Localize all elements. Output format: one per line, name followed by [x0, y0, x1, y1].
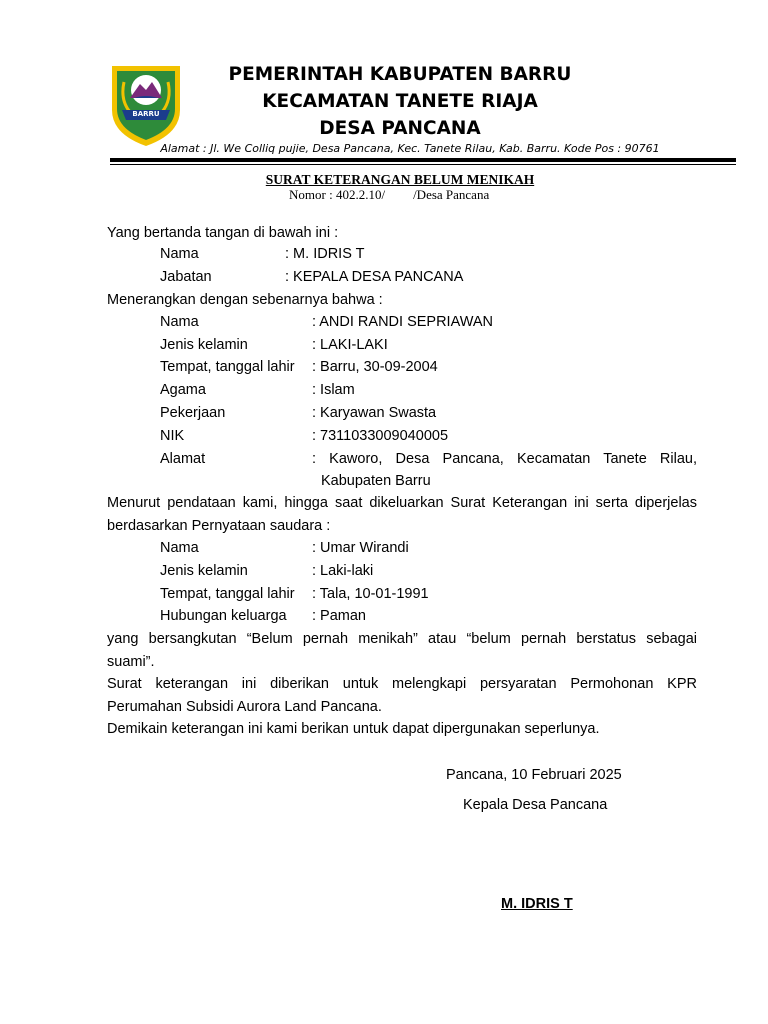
logo-text: BARRU — [132, 110, 160, 118]
intro-text: Yang bertanda tangan di bawah ini : — [107, 225, 339, 241]
subject-religion-value: : Islam — [312, 382, 355, 398]
subject-name-label: Nama — [160, 314, 199, 330]
paragraph-3-line-2: Perumahan Subsidi Aurora Land Pancana. — [107, 699, 382, 715]
signatory-position-label: Jabatan — [160, 269, 212, 285]
signatory-position-value: : KEPALA DESA PANCANA — [285, 269, 464, 285]
subject-gender-label: Jenis kelamin — [160, 337, 248, 353]
subject-gender-value: : LAKI-LAKI — [312, 337, 388, 353]
subject-address-value-cont: Kabupaten Barru — [321, 473, 431, 489]
subject-nik-label: NIK — [160, 428, 185, 444]
header-address: Alamat : Jl. We Colliq pujie, Desa Pancana, Kec. Tanete Rilau, Kab. Barru. Kode Pos : 90761 — [160, 142, 660, 155]
subject-occupation-value: : Karyawan Swasta — [312, 405, 437, 421]
header-village: DESA PANCANA — [319, 118, 481, 139]
header-rule-thick — [110, 158, 736, 162]
witness-gender-value: : Laki-laki — [312, 563, 374, 579]
signature-place-date: Pancana, 10 Februari 2025 — [446, 767, 622, 783]
header-government: PEMERINTAH KABUPATEN BARRU — [228, 64, 572, 85]
letter-title: SURAT KETERANGAN BELUM MENIKAH — [265, 172, 535, 187]
paragraph-1-line-2: berdasarkan Pernyataan saudara : — [107, 518, 331, 534]
subject-birth-value: : Barru, 30-09-2004 — [312, 359, 438, 375]
paragraph-1-line-1: Menurut pendataan kami, hingga saat dikeluarkan Surat Keterangan ini serta diperjelas — [107, 495, 697, 511]
signatory-name-label: Nama — [160, 246, 199, 262]
subject-nik-value: : 7311033009040005 — [312, 428, 449, 444]
signatory-name-value: : M. IDRIS T — [285, 246, 365, 262]
subject-birth-label: Tempat, tanggal lahir — [160, 359, 295, 375]
declare-text: Menerangkan dengan sebenarnya bahwa : — [107, 292, 383, 308]
witness-name-label: Nama — [160, 540, 199, 556]
witness-name-value: : Umar Wirandi — [312, 540, 409, 556]
witness-birth-value: : Tala, 10-01-1991 — [312, 586, 429, 602]
witness-relation-label: Hubungan keluarga — [160, 608, 287, 624]
witness-gender-label: Jenis kelamin — [160, 563, 248, 579]
subject-religion-label: Agama — [160, 382, 206, 398]
subject-occupation-label: Pekerjaan — [160, 405, 226, 421]
witness-relation-value: : Paman — [312, 608, 366, 624]
header-district: KECAMATAN TANETE RIAJA — [262, 91, 538, 112]
letter-number — [289, 187, 489, 203]
paragraph-2-line-2: suami”. — [107, 654, 155, 670]
closing-text: Demikain keterangan ini kami berikan untuk dapat dipergunakan seperlunya. — [107, 721, 600, 737]
letter-number-prefix: Nomor : 402.2.10/ — [289, 187, 386, 202]
header-rule-thin — [110, 164, 736, 165]
subject-name-value: : ANDI RANDI SEPRIAWAN — [312, 314, 494, 330]
paragraph-3-line-1: Surat keterangan ini diberikan untuk melengkapi persyaratan Permohonan KPR — [107, 676, 697, 692]
signature-position: Kepala Desa Pancana — [463, 797, 608, 813]
paragraph-2-line-1: yang bersangkutan “Belum pernah menikah” atau “belum pernah berstatus sebagai — [107, 631, 697, 647]
subject-address-label: Alamat — [160, 451, 206, 467]
signature-name: M. IDRIS T — [501, 896, 573, 912]
subject-address-value: : Kaworo, Desa Pancana, Kecamatan Tanete Rilau, — [312, 451, 697, 467]
witness-birth-label: Tempat, tanggal lahir — [160, 586, 295, 602]
letter-number-suffix: /Desa Pancana — [413, 187, 490, 202]
